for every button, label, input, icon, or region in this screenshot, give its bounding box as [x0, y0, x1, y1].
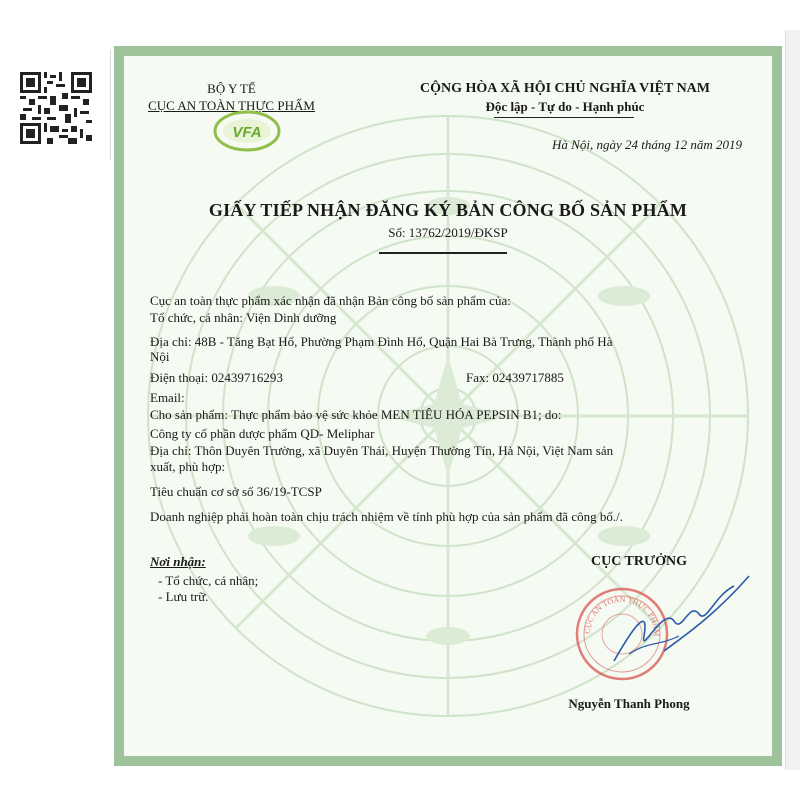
director-title: CỤC TRƯỞNG [590, 554, 688, 569]
body-line: Công ty cổ phần dược phẩm QD- Meliphar [150, 426, 375, 441]
signature-icon [604, 566, 754, 686]
republic-name: CỘNG HÒA XÃ HỘI CHỦ NGHĨA VIỆT NAM [419, 81, 710, 96]
body-line: Cục an toàn thực phẩm xác nhận đã nhận Bản công bố sản phẩm của: [150, 293, 511, 308]
body-line: Tổ chức, cá nhân: Viện Dinh dưỡng [150, 310, 337, 325]
body-line: Cho sản phẩm: Thực phẩm bảo vệ sức khỏe MEN TIÊU HÓA PEPSIN B1; do: [150, 407, 562, 422]
recipient-item: - Tổ chức, cá nhân; [158, 573, 259, 588]
issue-date: Hà Nội, ngày 24 tháng 12 năm 2019 [552, 137, 742, 152]
body-line: Doanh nghiệp phải hoàn toàn chịu trách nhiệm về tính phù hợp của sản phẩm đã công bố./. [150, 509, 623, 524]
ministry-name: BỘ Y TẾ [207, 81, 256, 96]
recipient-item: - Lưu trữ. [158, 589, 209, 604]
right-panel-edge [785, 30, 800, 770]
national-motto: Độc lập - Tự do - Hạnh phúc [485, 99, 645, 114]
body-line: xuất, phù hợp: [150, 459, 226, 474]
body-line: Địa chỉ: Thôn Duyên Trường, xã Duyên Thái, Huyện Thường Tín, Hà Nội, Việt Nam sản [150, 443, 614, 458]
vfa-logo-icon [212, 107, 282, 153]
agency-name: CỤC AN TOÀN THỰC PHẨM [148, 98, 315, 113]
certificate-paper [124, 56, 772, 756]
fax-number: Fax: 02439717885 [466, 370, 564, 385]
body-line: Email: [150, 390, 185, 405]
recipients-label: Nơi nhận: [150, 554, 206, 569]
document-number: Số: 13762/2019/ĐKSP [388, 225, 508, 240]
document-title: GIẤY TIẾP NHẬN ĐĂNG KÝ BẢN CÔNG BỐ SẢN PHẨM [208, 200, 688, 220]
title-underline [379, 252, 507, 254]
stamp-text: CỤC AN TOÀN THỰC PHẨM [582, 594, 662, 637]
phone-number: Điện thoại: 02439716293 [150, 370, 283, 385]
body-line: Nội [150, 349, 170, 364]
signer-name: Nguyễn Thanh Phong [568, 696, 690, 711]
motto-underline [494, 117, 634, 118]
certificate-document [114, 46, 782, 766]
body-line: Địa chỉ: 48B - Tăng Bạt Hổ, Phường Phạm Đình Hổ, Quận Hai Bà Trưng, Thành phố Hà [150, 334, 613, 349]
logo-text: VFA [232, 124, 262, 141]
body-line: Tiêu chuẩn cơ sở số 36/19-TCSP [150, 484, 322, 499]
qr-code-icon [20, 72, 92, 144]
